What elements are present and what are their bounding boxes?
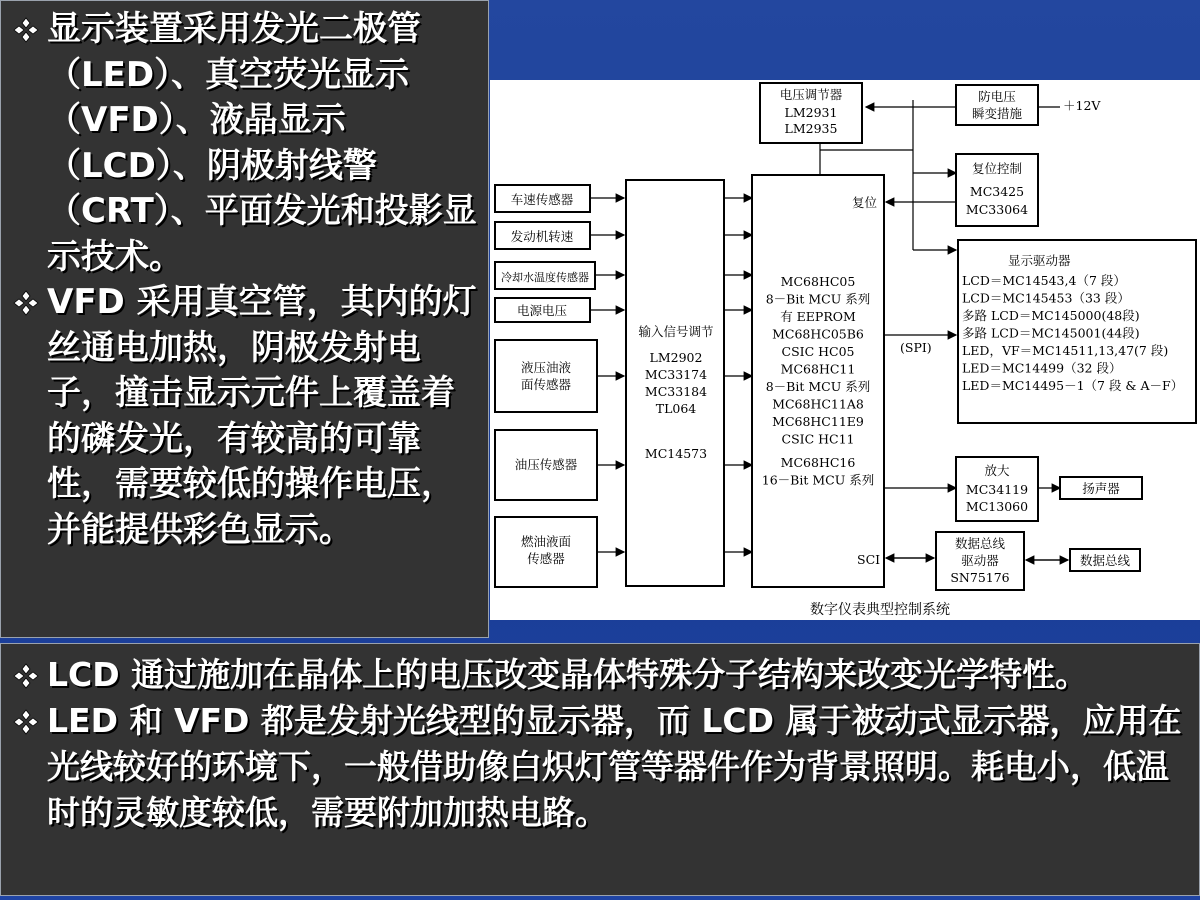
mcu-sci-label: SCI: [857, 552, 881, 567]
sensor-hydraulic-line: 液压油液: [520, 360, 572, 375]
sensor-hydraulic: [495, 340, 597, 412]
regulator-line: LM2931: [784, 105, 838, 120]
mcu-line: 8－Bit MCU 系列: [765, 291, 871, 307]
sensor-coolant-label: 冷却水温度传感器: [501, 271, 589, 284]
bullet-diamond-icon: [13, 7, 47, 53]
speaker-label: 扬声器: [1082, 481, 1120, 496]
sensor-oil-pressure-label: 油压传感器: [514, 457, 578, 472]
input-conditioning-block: [626, 180, 724, 586]
supply-label: ＋12V: [1063, 98, 1101, 113]
spi-label: (SPI): [900, 340, 932, 355]
transient-line: 防电压: [978, 89, 1016, 104]
bullet-lcd-text: LCD 通过施加在晶体上的电压改变晶体特殊分子结构来改变光学特性。: [47, 655, 1089, 694]
bullet-vfd: [13, 280, 480, 553]
mcu-reset-label: 复位: [852, 195, 878, 210]
mcu-line: MC68HC11E9: [772, 414, 864, 429]
display-driver-line: LCD＝MC14543,4（7 段）: [962, 273, 1126, 288]
reset-control-line: MC3425: [969, 184, 1025, 199]
mcu-line: 有 EEPROM: [780, 309, 856, 324]
amplifier-line: 放大: [984, 463, 1010, 478]
reset-control-line: MC33064: [965, 202, 1029, 217]
display-driver-title: 显示驱动器: [1008, 253, 1071, 268]
mcu-line: 8－Bit MCU 系列: [765, 379, 871, 394]
mcu-line: MC68HC11: [780, 361, 856, 377]
bus-driver-line: SN75176: [950, 570, 1010, 585]
input-block-line: 输入信号调节: [638, 324, 714, 339]
display-driver-line: LED，VF＝MC14511,13,47(7 段): [962, 343, 1169, 358]
bottom-text-panel: [0, 643, 1200, 896]
bullet-led-vfd: [13, 698, 1189, 836]
transient-line: 瞬变措施: [971, 106, 1023, 121]
bullet-diamond-icon: [13, 698, 47, 744]
bus-driver-line: 数据总线: [954, 536, 1006, 551]
bullet-vfd-text: VFD 采用真空管，其内的灯丝通电加热，阴极发射电子，撞击显示元件上覆盖着的磷发光，有较高的可靠性，需要较低的操作电压，并能提供彩色显示。: [47, 282, 477, 550]
bullet-display-tech: [13, 7, 480, 280]
sensor-boxes: [495, 185, 597, 587]
mcu-line: 16－Bit MCU 系列: [761, 472, 875, 488]
input-block-line: MC14573: [644, 446, 708, 461]
bullet-diamond-icon: [13, 652, 47, 698]
amplifier-line: MC13060: [965, 499, 1029, 514]
input-block-line: MC33174: [644, 367, 708, 382]
mcu-line: MC68HC16: [780, 455, 856, 470]
reset-control-line: 复位控制: [971, 161, 1023, 176]
left-text-panel: [0, 0, 489, 638]
bullet-display-tech-text: 显示装置采用发光二极管（LED）、真空荧光显示（VFD）、液晶显示（LCD）、阴极射线警（CRT）、平面发光和投影显示技术。: [47, 9, 477, 277]
bullet-lcd: [13, 652, 1189, 698]
display-driver-line: LED＝MC14495－1（7 段 & A－F）: [962, 378, 1184, 393]
bullet-led-vfd-text: LED 和 VFD 都是发射光线型的显示器，而 LCD 属于被动式显示器，应用在光线较好的环境下，一般借助像白炽灯管等器件作为背景照明。耗电小，低温时的灵敏度较低，需要附加加热电路。: [47, 701, 1182, 832]
mcu-line: MC68HC05: [780, 274, 856, 289]
input-block-line: TL064: [655, 401, 697, 416]
sensor-fuel-line: 传感器: [527, 551, 565, 566]
mcu-line: MC68HC05B6: [772, 326, 864, 342]
input-block-line: LM2902: [649, 350, 703, 365]
regulator-line: LM2935: [784, 121, 838, 136]
mcu-line: CSIC HC11: [781, 431, 855, 447]
bullet-diamond-icon: [13, 280, 47, 326]
display-driver-line: 多路 LCD＝MC145000(48段): [962, 308, 1140, 323]
control-system-diagram: [490, 80, 1200, 620]
sensor-voltage-label: 电源电压: [516, 303, 568, 318]
sensor-rpm-label: 发动机转速: [510, 229, 574, 244]
data-bus-label: 数据总线: [1079, 553, 1131, 568]
display-driver-line: LED＝MC14499（32 段）: [962, 360, 1122, 376]
mcu-line: CSIC HC05: [781, 344, 855, 359]
display-driver-line: LCD＝MC145453（33 段）: [962, 290, 1130, 306]
input-block-line: MC33184: [644, 384, 708, 399]
sensor-fuel-line: 燃油液面: [520, 534, 572, 549]
regulator-line: 电压调节器: [779, 87, 843, 102]
mcu-line: MC68HC11A8: [772, 396, 864, 412]
amplifier-line: MC34119: [965, 482, 1029, 497]
sensor-hydraulic-line: 面传感器: [520, 377, 572, 392]
bus-driver-line: 驱动器: [961, 553, 999, 568]
sensor-speed-label: 车速传感器: [510, 192, 574, 207]
display-driver-line: 多路 LCD＝MC145001(44段): [962, 325, 1140, 341]
diagram-caption: 数字仪表典型控制系统: [810, 602, 950, 618]
